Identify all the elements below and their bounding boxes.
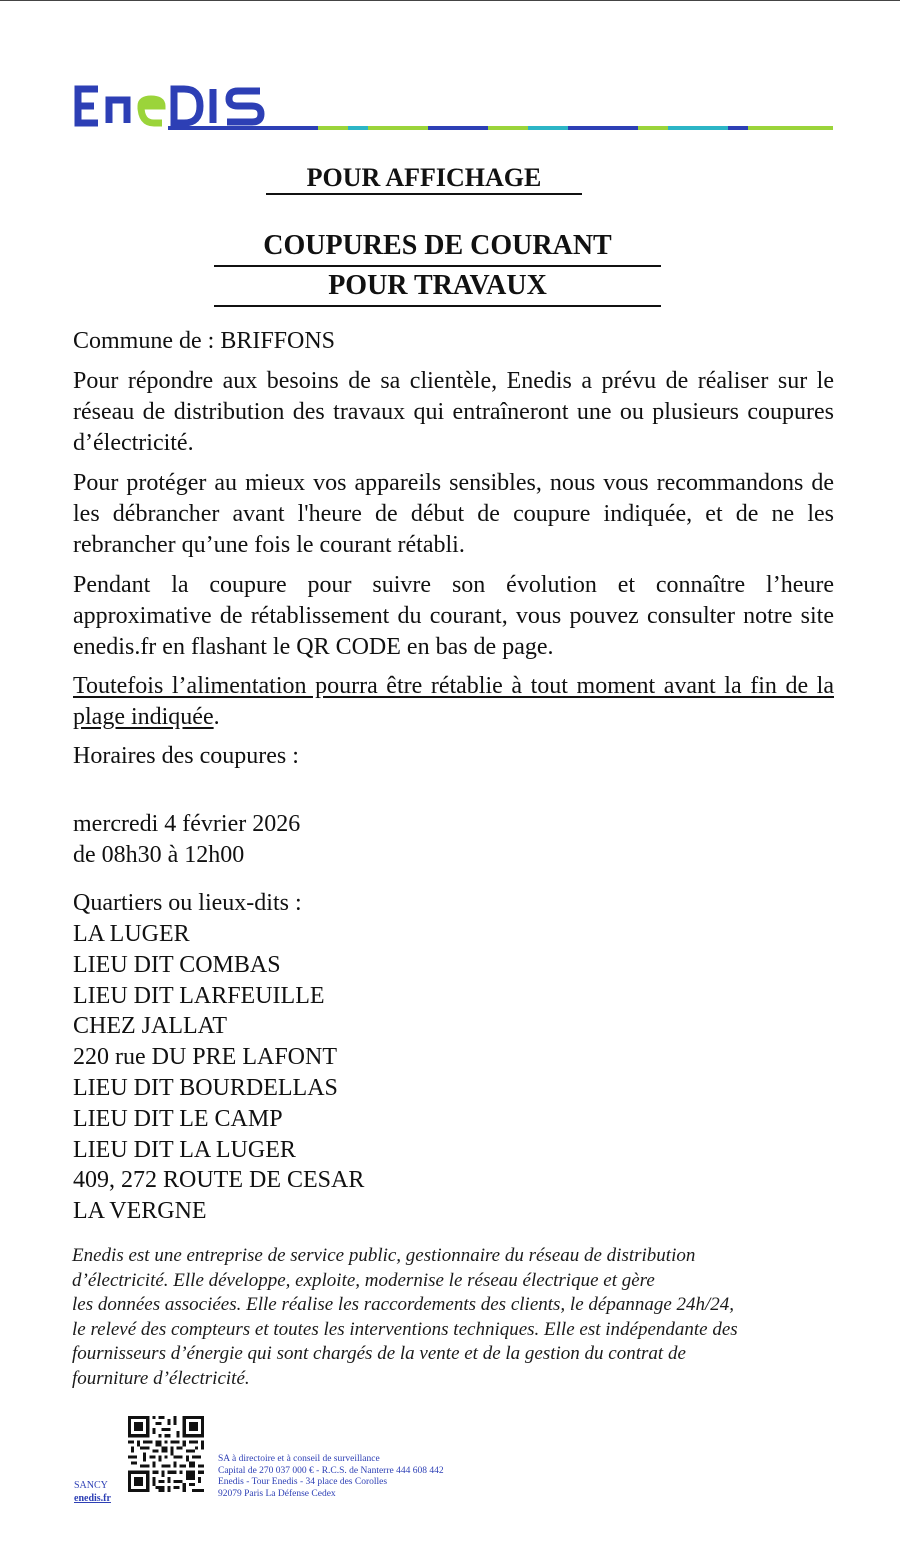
outage-time-range: de 08h30 à 12h00 (73, 842, 245, 868)
pour-affichage-heading: POUR AFFICHAGE (306, 163, 542, 192)
place-item: LIEU DIT COMBAS (73, 951, 281, 978)
brand-stripe (168, 126, 833, 130)
place-item: 220 rue DU PRE LAFONT (73, 1044, 337, 1071)
legal-line: SA à directoire et à conseil de surveillance (218, 1454, 380, 1464)
company-description-line: le relevé des compteurs et toutes les interventions techniques. Elle est indépendante des (72, 1318, 738, 1340)
outage-date: mercredi 4 février 2026 (73, 811, 301, 837)
place-item: LIEU DIT BOURDELLAS (73, 1074, 338, 1101)
legal-line: Enedis - Tour Enedis - 34 place des Corolles (218, 1477, 388, 1488)
agency-name: SANCY (74, 1480, 108, 1491)
quartiers-label: Quartiers ou lieux-dits : (73, 890, 302, 916)
company-description-line: fournisseurs d’énergie qui sont chargés de la vente et de la gestion du contrat de (72, 1343, 686, 1364)
horaires-label: Horaires des coupures : (73, 743, 299, 769)
commune-line: Commune de : BRIFFONS (73, 328, 336, 354)
paragraph-intro: Pour répondre aux besoins de sa clientèle, Enedis a prévu de réaliser sur le réseau de distribution des travaux qui entraîneront une ou plusieurs coupures d’électricité. (73, 368, 834, 456)
company-description-line: d’électricité. Elle développe, exploite, modernise le réseau électrique et gère (72, 1269, 655, 1291)
place-item: LIEU DIT LARFEUILLE (73, 982, 325, 1009)
company-description-line: Enedis est une entreprise de service public, gestionnaire du réseau de distribution (72, 1245, 696, 1266)
title-line-1: COUPURES DE COURANT (263, 230, 612, 261)
website-link[interactable]: enedis.fr (74, 1493, 111, 1504)
company-description (72, 1244, 842, 1391)
pour-affichage-rule (266, 193, 582, 195)
legal-line: 92079 Paris La Défense Cedex (218, 1489, 336, 1500)
company-description-line: les données associées. Elle réalise les raccordements des clients, le dépannage 24h/24, (72, 1294, 735, 1315)
place-item: 409, 272 ROUTE DE CESAR (73, 1167, 365, 1194)
title-line-2: POUR TRAVAUX (328, 270, 547, 301)
top-border (0, 0, 900, 1)
company-description-line: fourniture d’électricité. (72, 1367, 250, 1389)
title-rule-2 (214, 305, 661, 307)
place-item: LIEU DIT LE CAMP (73, 1105, 283, 1132)
place-item: LIEU DIT LA LUGER (73, 1136, 296, 1163)
enedis-logo (72, 82, 272, 130)
restoration-period: . (213, 704, 220, 730)
legal-info (218, 1454, 444, 1501)
place-item: LA VERGNE (73, 1198, 207, 1225)
paragraph-appliances: Pour protéger au mieux vos appareils sensibles, nous vous recommandons de les débrancher avant l'heure de début de coupure indiquée, et de ne les rebrancher qu’une fois le courant rétabli. (73, 470, 834, 558)
place-item: CHEZ JALLAT (73, 1013, 227, 1040)
paragraph-restoration (73, 671, 834, 733)
qr-code-icon[interactable] (128, 1416, 204, 1492)
places-list (73, 919, 364, 1227)
place-item: LA LUGER (73, 921, 190, 947)
restoration-notice: Toutefois l’alimentation pourra être rétablie à tout moment avant la fin de la plage indiquée (73, 673, 834, 730)
legal-line: Capital de 270 037 000 € - R.C.S. de Nanterre 444 608 442 (218, 1465, 444, 1476)
paragraph-tracking: Pendant la coupure pour suivre son évolution et connaître l’heure approximative de rétablissement du courant, vous pouvez consulter notre site enedis.fr en flashant le QR CODE en bas de page. (73, 572, 834, 660)
